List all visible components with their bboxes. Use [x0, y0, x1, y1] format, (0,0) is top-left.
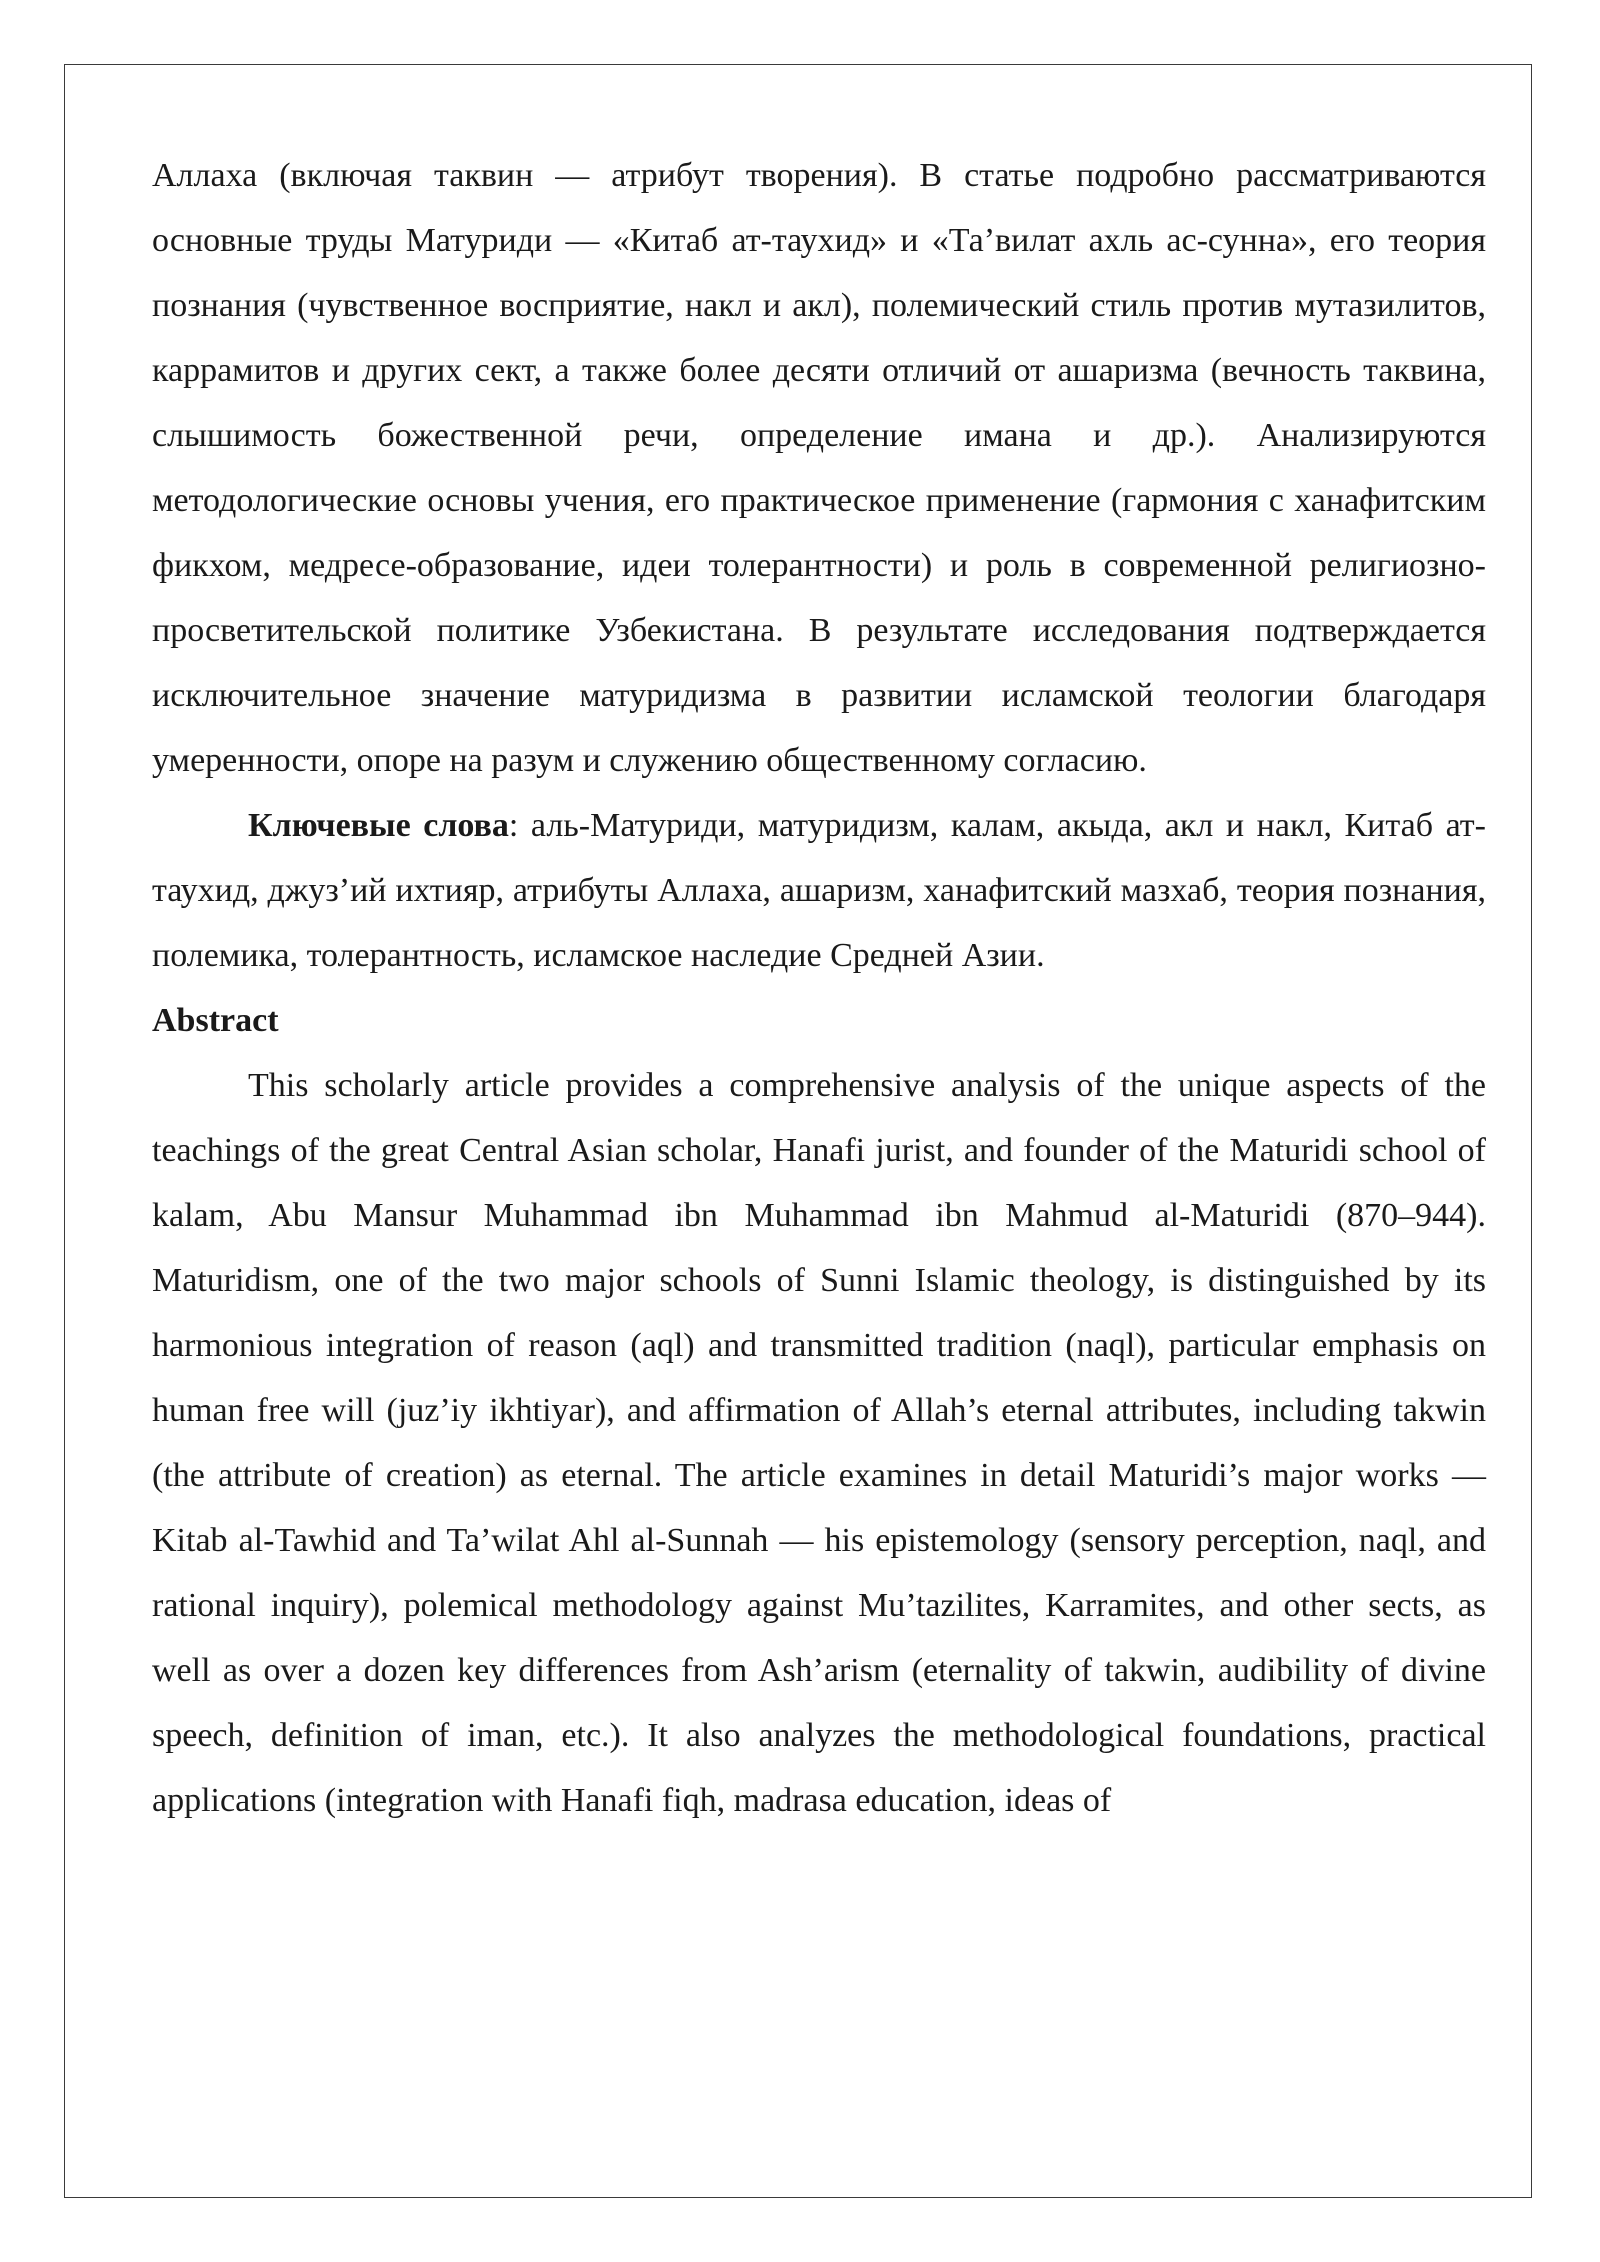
keywords-separator: : — [508, 807, 519, 844]
keywords-label: Ключевые слова — [248, 807, 509, 844]
abstract-heading: Abstract — [152, 1002, 279, 1039]
abstract-paragraph: This scholarly article provides a comprehensive analysis of the unique aspects of the teachings of the great Central Asian scholar, Hanafi jurist, and founder of the Maturidi school of kalam, Abu Mansur Muhammad ibn Muhammad ibn Mahmud al-Maturidi (870–944). Maturidism, one of the two major schools of Sunni Islamic theology, is distinguished by its harmonious integration of reason (aql) and transmitted tradition (naql), particular emphasis on human free will (juz’iy ikhtiyar), and affirmation of Allah’s eternal attributes, including takwin (the attribute of creation) as eternal. The article examines in detail Maturidi’s major works — Kitab al-Tawhid and Ta’wilat Ahl al-Sunnah — his epistemology (sensory perception, naql, and rational inquiry), polemical methodology against Mu’tazilites, Karramites, and other sects, as well as over a dozen key differences from Ash’arism (eternality of takwin, audibility of divine speech, definition of iman, etc.). It also analyzes the methodological foundations, practical applications (integration with Hanafi fiqh, madrasa education, ideas of — [152, 1067, 1486, 1819]
keywords-paragraph — [152, 793, 1486, 988]
page-content — [152, 143, 1486, 1833]
russian-abstract-paragraph: Аллаха (включая таквин — атрибут творения). В статье подробно рассматриваются основные труды Матуриди — «Китаб ат-таухид» и «Та’вилат ахль ас-сунна», его теория познания (чувственное восприятие, накл и акл), полемический стиль против мутазилитов, каррамитов и других сект, а также более десяти отличий от ашаризма (вечность таквина, слышимость божественной речи, определение имана и др.). Анализируются методологические основы учения, его практическое применение (гармония с ханафитским фикхом, медресе-образование, идеи толерантности) и роль в современной религиозно-просветительской политике Узбекистана. В результате исследования подтверждается исключительное значение матуридизма в развитии исламской теологии благодаря умеренности, опоре на разум и служению общественному согласию. — [152, 157, 1486, 779]
keywords-text: аль-Матуриди, матуридизм, калам, акыда, акл и накл, Китаб ат-таухид, джуз’ий ихтияр, атрибуты Аллаха, ашаризм, ханафитский мазхаб, теория познания, полемика, толерантность, исламское наследие Средней Азии. — [152, 807, 1486, 974]
